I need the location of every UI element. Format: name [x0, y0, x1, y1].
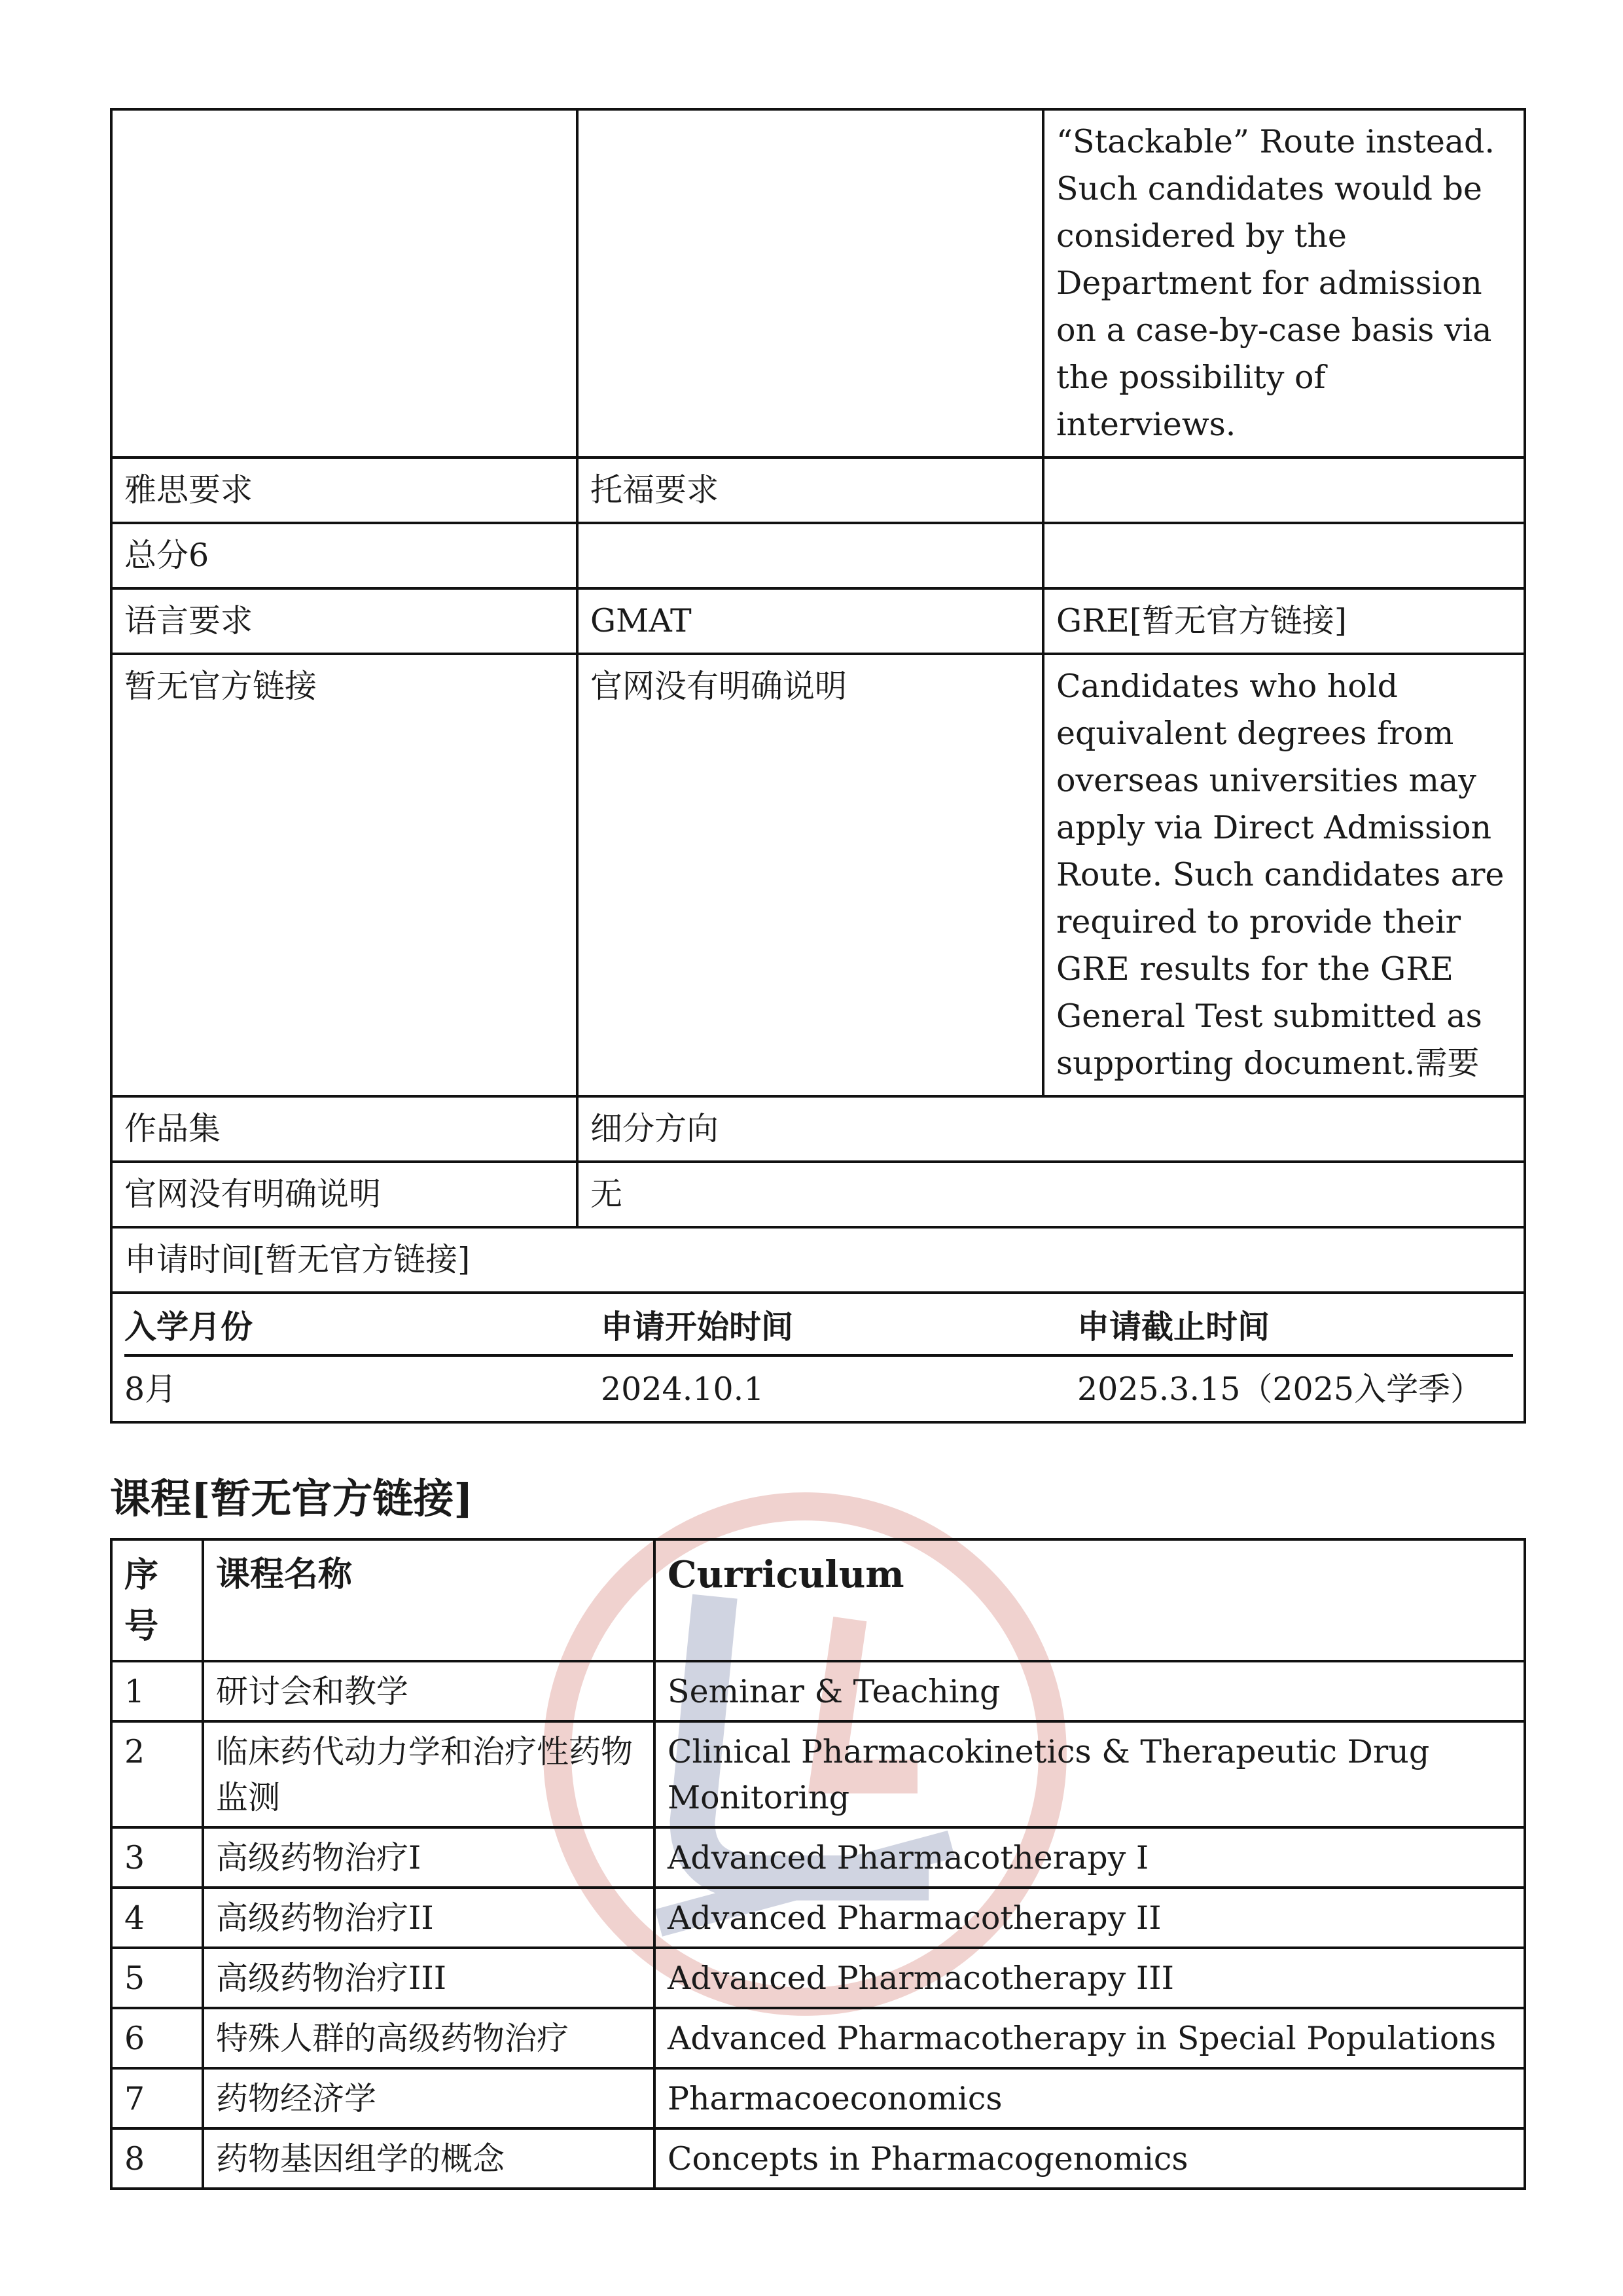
- table-row: [111, 2128, 1525, 2189]
- dates-row: [111, 1293, 1525, 1422]
- course-name-cn: 高级药物治疗III: [203, 1948, 654, 2008]
- table-row: [111, 1661, 1525, 1721]
- course-name-cn: 药物基因组学的概念: [203, 2128, 654, 2189]
- portfolio-value: 官网没有明确说明: [111, 1162, 577, 1227]
- courses-table: [110, 1538, 1526, 2190]
- course-name-cn: 高级药物治疗I: [203, 1827, 654, 1888]
- course-name-en: Advanced Pharmacotherapy in Special Populations: [654, 2008, 1525, 2068]
- empty-cell: [1043, 457, 1525, 523]
- course-name-cn: 研讨会和教学: [203, 1661, 654, 1721]
- table-row: [111, 1948, 1525, 2008]
- deadline-value: 2025.3.15（2025入学季）: [1077, 1371, 1483, 1408]
- ielts-label: 雅思要求: [111, 457, 577, 523]
- table-row: [111, 2068, 1525, 2128]
- course-number: 1: [111, 1661, 203, 1721]
- course-name-cn: 临床药代动力学和治疗性药物监测: [203, 1721, 654, 1827]
- subdirection-value: 无: [577, 1162, 1525, 1227]
- header-curriculum: Curriculum: [654, 1539, 1525, 1661]
- course-name-cn: 特殊人群的高级药物治疗: [203, 2008, 654, 2068]
- language-label: 语言要求: [111, 588, 577, 654]
- continuation-text: “Stackable” Route instead. Such candidates would be considered by the Department for admission on a case-by-case basis via the possibility of interviews.: [1043, 109, 1525, 457]
- courses-heading: 课程[暂无官方链接]: [110, 1475, 473, 1522]
- empty-cell: [577, 109, 1043, 457]
- empty-cell: [1043, 523, 1525, 588]
- application-time-label: 申请时间[暂无官方链接]: [111, 1227, 1525, 1293]
- portfolio-header-row: [111, 1096, 1525, 1162]
- intake-month-value: 8月: [124, 1371, 177, 1408]
- course-name-cn: 药物经济学: [203, 2068, 654, 2128]
- start-label: 申请开始时间: [601, 1303, 1077, 1355]
- course-name-en: Advanced Pharmacotherapy III: [654, 1948, 1525, 2008]
- gre-value: Candidates who hold equivalent degrees from overseas universities may apply via Direct Admission Route. Such candidates are required to provide their GRE results for the GRE General Test submitted as supporting document.需要: [1043, 654, 1525, 1096]
- intake-month-label: 入学月份: [124, 1303, 601, 1355]
- course-number: 8: [111, 2128, 203, 2189]
- subdirection-label: 细分方向: [577, 1096, 1525, 1162]
- language-value-row: [111, 654, 1525, 1096]
- header-no: 序号: [111, 1539, 203, 1661]
- toefl-label: 托福要求: [577, 457, 1043, 523]
- language-value: 暂无官方链接: [111, 654, 577, 1096]
- table-row: [111, 2008, 1525, 2068]
- course-number: 6: [111, 2008, 203, 2068]
- table-row: [111, 1888, 1525, 1948]
- course-number: 5: [111, 1948, 203, 2008]
- table-row: [111, 1721, 1525, 1827]
- portfolio-label: 作品集: [111, 1096, 577, 1162]
- language-header-row: [111, 588, 1525, 654]
- course-name-en: Concepts in Pharmacogenomics: [654, 2128, 1525, 2189]
- gre-label: GRE[暂无官方链接]: [1043, 588, 1525, 654]
- gmat-label: GMAT: [577, 588, 1043, 654]
- ielts-value: 总分6: [111, 523, 577, 588]
- course-number: 4: [111, 1888, 203, 1948]
- continuation-row: [111, 109, 1525, 457]
- course-name-en: Clinical Pharmacokinetics & Therapeutic Drug Monitoring: [654, 1721, 1525, 1827]
- portfolio-value-row: [111, 1162, 1525, 1227]
- table-row: [111, 1827, 1525, 1888]
- test-value-row: [111, 523, 1525, 588]
- start-value: 2024.10.1: [601, 1371, 764, 1408]
- gmat-value: 官网没有明确说明: [577, 654, 1043, 1096]
- admission-requirements-table: [110, 108, 1526, 1424]
- course-name-en: Advanced Pharmacotherapy I: [654, 1827, 1525, 1888]
- test-header-row: [111, 457, 1525, 523]
- dates-cell: [111, 1293, 1525, 1422]
- courses-header-row: [111, 1539, 1525, 1661]
- deadline-label: 申请截止时间: [1077, 1303, 1513, 1355]
- course-name-cn: 高级药物治疗II: [203, 1888, 654, 1948]
- course-number: 3: [111, 1827, 203, 1888]
- empty-cell: [577, 523, 1043, 588]
- dates-table: [124, 1303, 1513, 1413]
- course-name-en: Pharmacoeconomics: [654, 2068, 1525, 2128]
- header-name: 课程名称: [203, 1539, 654, 1661]
- empty-cell: [111, 109, 577, 457]
- course-number: 2: [111, 1721, 203, 1827]
- course-name-en: Seminar & Teaching: [654, 1661, 1525, 1721]
- course-name-en: Advanced Pharmacotherapy II: [654, 1888, 1525, 1948]
- course-number: 7: [111, 2068, 203, 2128]
- application-time-row: [111, 1227, 1525, 1293]
